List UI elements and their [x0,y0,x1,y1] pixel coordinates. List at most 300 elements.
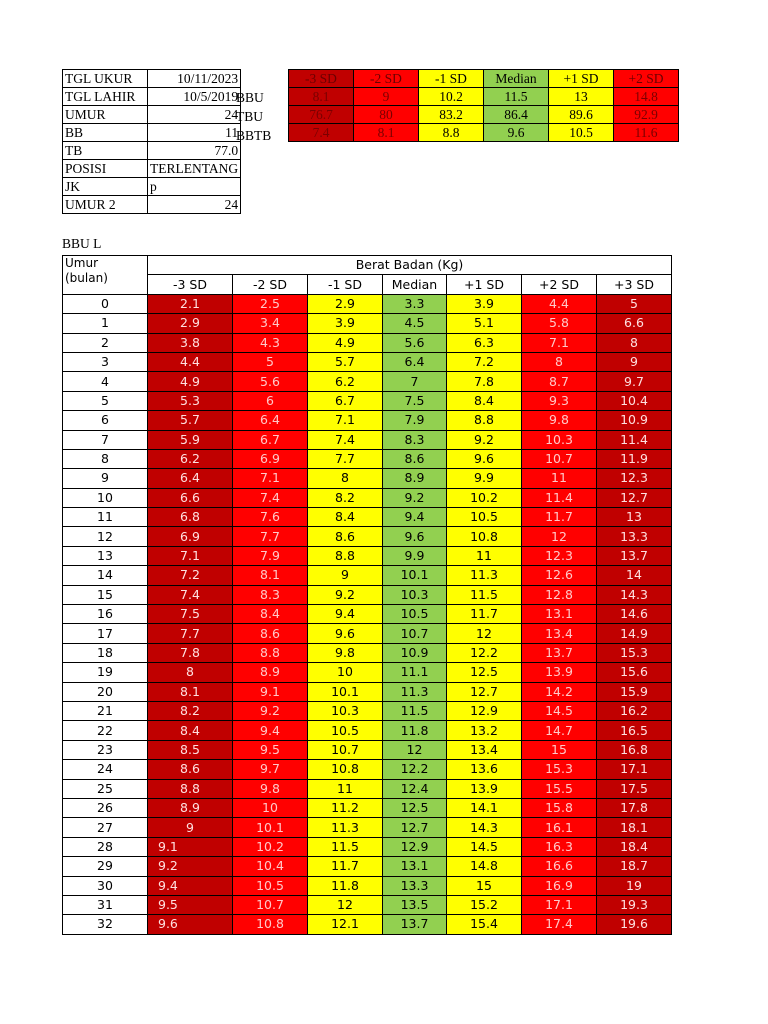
value-cell[interactable]: 12.3 [522,546,597,565]
value-cell[interactable]: 13.6 [447,760,522,779]
value-cell[interactable]: 8.8 [447,411,522,430]
value-cell[interactable]: 16.6 [522,857,597,876]
value-cell[interactable]: 7.7 [308,449,383,468]
umur-cell[interactable]: 13 [63,546,148,565]
value-cell[interactable]: 6.9 [148,527,233,546]
ref-cell[interactable]: 13 [549,88,614,106]
value-cell[interactable]: 8.3 [233,585,308,604]
value-cell[interactable]: 13.5 [383,895,447,914]
value-cell[interactable]: 7.5 [383,391,447,410]
value-cell[interactable]: 10 [233,798,308,817]
umur-cell[interactable]: 10 [63,488,148,507]
value-cell[interactable]: 10.4 [233,857,308,876]
umur-cell[interactable]: 16 [63,605,148,624]
value-cell[interactable]: 10.5 [308,721,383,740]
umur-cell[interactable]: 28 [63,837,148,856]
value-cell[interactable]: 19.3 [597,895,672,914]
value-cell[interactable]: 10.7 [522,449,597,468]
value-cell[interactable]: 12.2 [383,760,447,779]
value-cell[interactable]: 5.1 [447,314,522,333]
value-cell[interactable]: 13.1 [383,857,447,876]
value-cell[interactable]: 15.5 [522,779,597,798]
value-cell[interactable]: 16.5 [597,721,672,740]
value-cell[interactable]: 11.1 [383,663,447,682]
value-cell[interactable]: 10.8 [233,915,308,934]
value-cell[interactable]: 9.8 [522,411,597,430]
umur-cell[interactable]: 5 [63,391,148,410]
umur-cell[interactable]: 7 [63,430,148,449]
value-cell[interactable]: 9.4 [148,876,233,895]
value-cell[interactable]: 14.1 [447,798,522,817]
value-cell[interactable]: 5 [597,294,672,313]
value-cell[interactable]: 8.6 [308,527,383,546]
value-cell[interactable]: 6.2 [148,449,233,468]
value-cell[interactable]: 16.2 [597,701,672,720]
value-cell[interactable]: 10.9 [383,643,447,662]
value-cell[interactable]: 8.2 [308,488,383,507]
value-cell[interactable]: 13.2 [447,721,522,740]
value-cell[interactable]: 9.5 [233,740,308,759]
value-cell[interactable]: 7.8 [148,643,233,662]
umur-cell[interactable]: 14 [63,566,148,585]
value-cell[interactable]: 8.1 [233,566,308,585]
value-cell[interactable]: 6.7 [233,430,308,449]
value-cell[interactable]: 7.2 [447,352,522,371]
umur-cell[interactable]: 12 [63,527,148,546]
umur-cell[interactable]: 3 [63,352,148,371]
column-header[interactable]: -3 SD [148,275,233,294]
value-cell[interactable]: 14.7 [522,721,597,740]
value-cell[interactable]: 9.2 [447,430,522,449]
info-label[interactable]: TB [63,142,148,160]
value-cell[interactable]: 8.9 [148,798,233,817]
value-cell[interactable]: 8.9 [383,469,447,488]
value-cell[interactable]: 15.9 [597,682,672,701]
value-cell[interactable]: 14.8 [447,857,522,876]
value-cell[interactable]: 13.3 [383,876,447,895]
umur-cell[interactable]: 4 [63,372,148,391]
info-value[interactable]: TERLENTANG [148,160,241,178]
ref-cell[interactable]: 14.8 [614,88,679,106]
info-label[interactable]: TGL LAHIR [63,88,148,106]
value-cell[interactable]: 4.9 [148,372,233,391]
value-cell[interactable]: 10.1 [383,566,447,585]
value-cell[interactable]: 9.2 [308,585,383,604]
value-cell[interactable]: 12.7 [383,818,447,837]
value-cell[interactable]: 6.2 [308,372,383,391]
umur-cell[interactable]: 9 [63,469,148,488]
value-cell[interactable]: 15.2 [447,895,522,914]
value-cell[interactable]: 11.7 [447,605,522,624]
value-cell[interactable]: 6.3 [447,333,522,352]
value-cell[interactable]: 7.7 [148,624,233,643]
column-header[interactable]: +1 SD [447,275,522,294]
value-cell[interactable]: 9.6 [383,527,447,546]
value-cell[interactable]: 5 [233,352,308,371]
umur-cell[interactable]: 24 [63,760,148,779]
value-cell[interactable]: 10.8 [308,760,383,779]
umur-cell[interactable]: 31 [63,895,148,914]
ref-cell[interactable]: 8.1 [289,88,354,106]
umur-cell[interactable]: 22 [63,721,148,740]
value-cell[interactable]: 7.9 [233,546,308,565]
umur-cell[interactable]: 29 [63,857,148,876]
value-cell[interactable]: 9.8 [308,643,383,662]
value-cell[interactable]: 9 [148,818,233,837]
column-header[interactable]: +2 SD [522,275,597,294]
value-cell[interactable]: 9 [308,566,383,585]
value-cell[interactable]: 4.9 [308,333,383,352]
value-cell[interactable]: 12.5 [383,798,447,817]
value-cell[interactable]: 15.3 [597,643,672,662]
value-cell[interactable]: 7.1 [233,469,308,488]
value-cell[interactable]: 12.6 [522,566,597,585]
value-cell[interactable]: 9.6 [148,915,233,934]
value-cell[interactable]: 10.2 [233,837,308,856]
umur-cell[interactable]: 27 [63,818,148,837]
value-cell[interactable]: 7.6 [233,508,308,527]
value-cell[interactable]: 7.2 [148,566,233,585]
value-cell[interactable]: 9.5 [148,895,233,914]
value-cell[interactable]: 3.3 [383,294,447,313]
value-cell[interactable]: 13.9 [447,779,522,798]
value-cell[interactable]: 19 [597,876,672,895]
value-cell[interactable]: 2.9 [308,294,383,313]
value-cell[interactable]: 8.1 [148,682,233,701]
value-cell[interactable]: 9.1 [233,682,308,701]
info-label[interactable]: POSISI [63,160,148,178]
value-cell[interactable]: 11.9 [597,449,672,468]
ref-cell[interactable]: 9.6 [484,124,549,142]
info-value[interactable]: 10/11/2023 [148,70,241,88]
umur-cell[interactable]: 1 [63,314,148,333]
value-cell[interactable]: 11 [447,546,522,565]
info-label[interactable]: JK [63,178,148,196]
info-label[interactable]: BB [63,124,148,142]
value-cell[interactable]: 5.9 [148,430,233,449]
value-cell[interactable]: 10.7 [308,740,383,759]
value-cell[interactable]: 12.5 [447,663,522,682]
ref-cell[interactable]: 9 [354,88,419,106]
value-cell[interactable]: 12 [383,740,447,759]
value-cell[interactable]: 8.4 [233,605,308,624]
ref-header-cell[interactable]: +2 SD [614,70,679,88]
value-cell[interactable]: 7.8 [447,372,522,391]
value-cell[interactable]: 7.4 [148,585,233,604]
value-cell[interactable]: 8.4 [447,391,522,410]
umur-cell[interactable]: 11 [63,508,148,527]
info-value[interactable]: 77.0 [148,142,241,160]
group-header[interactable]: Berat Badan (Kg) [148,256,672,275]
value-cell[interactable]: 14.2 [522,682,597,701]
ref-cell[interactable]: 89.6 [549,106,614,124]
value-cell[interactable]: 8.3 [383,430,447,449]
ref-header-cell[interactable]: Median [484,70,549,88]
value-cell[interactable]: 9.2 [233,701,308,720]
umur-cell[interactable]: 8 [63,449,148,468]
value-cell[interactable]: 14.9 [597,624,672,643]
value-cell[interactable]: 6 [233,391,308,410]
ref-header-cell[interactable]: -3 SD [289,70,354,88]
value-cell[interactable]: 12 [308,895,383,914]
value-cell[interactable]: 11.2 [308,798,383,817]
value-cell[interactable]: 18.4 [597,837,672,856]
value-cell[interactable]: 18.7 [597,857,672,876]
ref-cell[interactable]: 11.5 [484,88,549,106]
value-cell[interactable]: 7.9 [383,411,447,430]
umur-cell[interactable]: 18 [63,643,148,662]
umur-cell[interactable]: 30 [63,876,148,895]
value-cell[interactable]: 3.9 [447,294,522,313]
value-cell[interactable]: 5.7 [148,411,233,430]
value-cell[interactable]: 13.9 [522,663,597,682]
value-cell[interactable]: 8.6 [383,449,447,468]
value-cell[interactable]: 6.9 [233,449,308,468]
value-cell[interactable]: 2.9 [148,314,233,333]
ref-cell[interactable]: 83.2 [419,106,484,124]
value-cell[interactable]: 14.6 [597,605,672,624]
ref-cell[interactable]: 92.9 [614,106,679,124]
value-cell[interactable]: 12.7 [597,488,672,507]
value-cell[interactable]: 5.6 [383,333,447,352]
value-cell[interactable]: 11.7 [522,508,597,527]
value-cell[interactable]: 4.3 [233,333,308,352]
value-cell[interactable]: 13.4 [522,624,597,643]
value-cell[interactable]: 11.8 [383,721,447,740]
value-cell[interactable]: 10.5 [383,605,447,624]
value-cell[interactable]: 8.8 [308,546,383,565]
info-label[interactable]: UMUR 2 [63,196,148,214]
ref-cell[interactable]: 8.8 [419,124,484,142]
value-cell[interactable]: 11.4 [597,430,672,449]
value-cell[interactable]: 2.5 [233,294,308,313]
value-cell[interactable]: 6.4 [383,352,447,371]
value-cell[interactable]: 13.3 [597,527,672,546]
value-cell[interactable]: 9.6 [447,449,522,468]
value-cell[interactable]: 7 [383,372,447,391]
value-cell[interactable]: 13.7 [383,915,447,934]
value-cell[interactable]: 12.9 [447,701,522,720]
value-cell[interactable]: 3.9 [308,314,383,333]
value-cell[interactable]: 14.5 [522,701,597,720]
value-cell[interactable]: 11 [522,469,597,488]
value-cell[interactable]: 10.1 [233,818,308,837]
umur-cell[interactable]: 6 [63,411,148,430]
value-cell[interactable]: 12 [447,624,522,643]
value-cell[interactable]: 13.1 [522,605,597,624]
value-cell[interactable]: 8.8 [148,779,233,798]
value-cell[interactable]: 7.7 [233,527,308,546]
value-cell[interactable]: 10.7 [383,624,447,643]
value-cell[interactable]: 7.1 [148,546,233,565]
column-header[interactable]: Median [383,275,447,294]
value-cell[interactable]: 6.4 [148,469,233,488]
value-cell[interactable]: 10.5 [233,876,308,895]
ref-cell[interactable]: 10.2 [419,88,484,106]
value-cell[interactable]: 11.7 [308,857,383,876]
value-cell[interactable]: 7.4 [308,430,383,449]
umur-cell[interactable]: 23 [63,740,148,759]
umur-cell[interactable]: 15 [63,585,148,604]
info-label[interactable]: UMUR [63,106,148,124]
value-cell[interactable]: 14 [597,566,672,585]
umur-cell[interactable]: 21 [63,701,148,720]
value-cell[interactable]: 7.1 [522,333,597,352]
value-cell[interactable]: 9.1 [148,837,233,856]
column-header[interactable]: +3 SD [597,275,672,294]
value-cell[interactable]: 3.8 [148,333,233,352]
value-cell[interactable]: 9.3 [522,391,597,410]
value-cell[interactable]: 10 [308,663,383,682]
value-cell[interactable]: 9.9 [447,469,522,488]
value-cell[interactable]: 9.8 [233,779,308,798]
value-cell[interactable]: 11.5 [308,837,383,856]
value-cell[interactable]: 11.8 [308,876,383,895]
ref-header-cell[interactable]: +1 SD [549,70,614,88]
value-cell[interactable]: 9.6 [308,624,383,643]
umur-header[interactable] [63,256,148,295]
value-cell[interactable]: 9.2 [148,857,233,876]
value-cell[interactable]: 13 [597,508,672,527]
ref-cell[interactable]: 11.6 [614,124,679,142]
value-cell[interactable]: 11.3 [383,682,447,701]
value-cell[interactable]: 14.3 [447,818,522,837]
value-cell[interactable]: 12.2 [447,643,522,662]
value-cell[interactable]: 13.7 [597,546,672,565]
value-cell[interactable]: 11.5 [383,701,447,720]
value-cell[interactable]: 8.4 [148,721,233,740]
value-cell[interactable]: 3.4 [233,314,308,333]
value-cell[interactable]: 10.1 [308,682,383,701]
umur-cell[interactable]: 19 [63,663,148,682]
value-cell[interactable]: 10.2 [447,488,522,507]
value-cell[interactable]: 14.3 [597,585,672,604]
value-cell[interactable]: 15 [522,740,597,759]
value-cell[interactable]: 8.2 [148,701,233,720]
ref-cell[interactable]: 86.4 [484,106,549,124]
value-cell[interactable]: 15.3 [522,760,597,779]
value-cell[interactable]: 8.7 [522,372,597,391]
value-cell[interactable]: 10.3 [522,430,597,449]
value-cell[interactable]: 8 [522,352,597,371]
value-cell[interactable]: 13.7 [522,643,597,662]
value-cell[interactable]: 9.4 [383,508,447,527]
value-cell[interactable]: 18.1 [597,818,672,837]
value-cell[interactable]: 9 [597,352,672,371]
value-cell[interactable]: 17.5 [597,779,672,798]
value-cell[interactable]: 6.8 [148,508,233,527]
value-cell[interactable]: 12.4 [383,779,447,798]
value-cell[interactable]: 8 [597,333,672,352]
ref-cell[interactable]: 10.5 [549,124,614,142]
value-cell[interactable]: 5.7 [308,352,383,371]
value-cell[interactable]: 6.7 [308,391,383,410]
value-cell[interactable]: 4.5 [383,314,447,333]
value-cell[interactable]: 14.5 [447,837,522,856]
value-cell[interactable]: 5.3 [148,391,233,410]
value-cell[interactable]: 8.5 [148,740,233,759]
ref-cell[interactable]: 8.1 [354,124,419,142]
value-cell[interactable]: 19.6 [597,915,672,934]
umur-cell[interactable]: 20 [63,682,148,701]
value-cell[interactable]: 10.8 [447,527,522,546]
value-cell[interactable]: 15.8 [522,798,597,817]
value-cell[interactable]: 4.4 [148,352,233,371]
value-cell[interactable]: 8.4 [308,508,383,527]
value-cell[interactable]: 16.1 [522,818,597,837]
value-cell[interactable]: 8 [148,663,233,682]
value-cell[interactable]: 17.1 [522,895,597,914]
value-cell[interactable]: 10.3 [383,585,447,604]
ref-cell[interactable]: 7.4 [289,124,354,142]
value-cell[interactable]: 17.4 [522,915,597,934]
ref-header-cell[interactable]: -1 SD [419,70,484,88]
value-cell[interactable]: 9.9 [383,546,447,565]
value-cell[interactable]: 8.9 [233,663,308,682]
value-cell[interactable]: 9.2 [383,488,447,507]
value-cell[interactable]: 10.7 [233,895,308,914]
umur-cell[interactable]: 25 [63,779,148,798]
value-cell[interactable]: 17.1 [597,760,672,779]
value-cell[interactable]: 5.8 [522,314,597,333]
value-cell[interactable]: 8.8 [233,643,308,662]
value-cell[interactable]: 12 [522,527,597,546]
value-cell[interactable]: 8.6 [233,624,308,643]
value-cell[interactable]: 10.9 [597,411,672,430]
ref-header-cell[interactable]: -2 SD [354,70,419,88]
value-cell[interactable]: 6.6 [148,488,233,507]
value-cell[interactable]: 16.8 [597,740,672,759]
value-cell[interactable]: 12.8 [522,585,597,604]
value-cell[interactable]: 2.1 [148,294,233,313]
value-cell[interactable]: 9.4 [233,721,308,740]
value-cell[interactable]: 8.6 [148,760,233,779]
value-cell[interactable]: 15.6 [597,663,672,682]
value-cell[interactable]: 10.3 [308,701,383,720]
value-cell[interactable]: 8 [308,469,383,488]
value-cell[interactable]: 6.6 [597,314,672,333]
info-value[interactable]: 24 [148,106,241,124]
value-cell[interactable]: 12.3 [597,469,672,488]
value-cell[interactable]: 9.4 [308,605,383,624]
value-cell[interactable]: 4.4 [522,294,597,313]
value-cell[interactable]: 10.4 [597,391,672,410]
value-cell[interactable]: 11.4 [522,488,597,507]
column-header[interactable]: -1 SD [308,275,383,294]
ref-cell[interactable]: 80 [354,106,419,124]
info-value[interactable]: 11 [148,124,241,142]
info-value[interactable]: 24 [148,196,241,214]
umur-cell[interactable]: 0 [63,294,148,313]
value-cell[interactable]: 5.6 [233,372,308,391]
value-cell[interactable]: 16.9 [522,876,597,895]
value-cell[interactable]: 12.1 [308,915,383,934]
value-cell[interactable]: 12.7 [447,682,522,701]
value-cell[interactable]: 9.7 [233,760,308,779]
value-cell[interactable]: 13.4 [447,740,522,759]
value-cell[interactable]: 11.3 [308,818,383,837]
value-cell[interactable]: 15.4 [447,915,522,934]
value-cell[interactable]: 10.5 [447,508,522,527]
umur-cell[interactable]: 2 [63,333,148,352]
value-cell[interactable]: 16.3 [522,837,597,856]
value-cell[interactable]: 15 [447,876,522,895]
value-cell[interactable]: 7.5 [148,605,233,624]
ref-cell[interactable]: 76.7 [289,106,354,124]
umur-cell[interactable]: 26 [63,798,148,817]
value-cell[interactable]: 11 [308,779,383,798]
value-cell[interactable]: 7.4 [233,488,308,507]
